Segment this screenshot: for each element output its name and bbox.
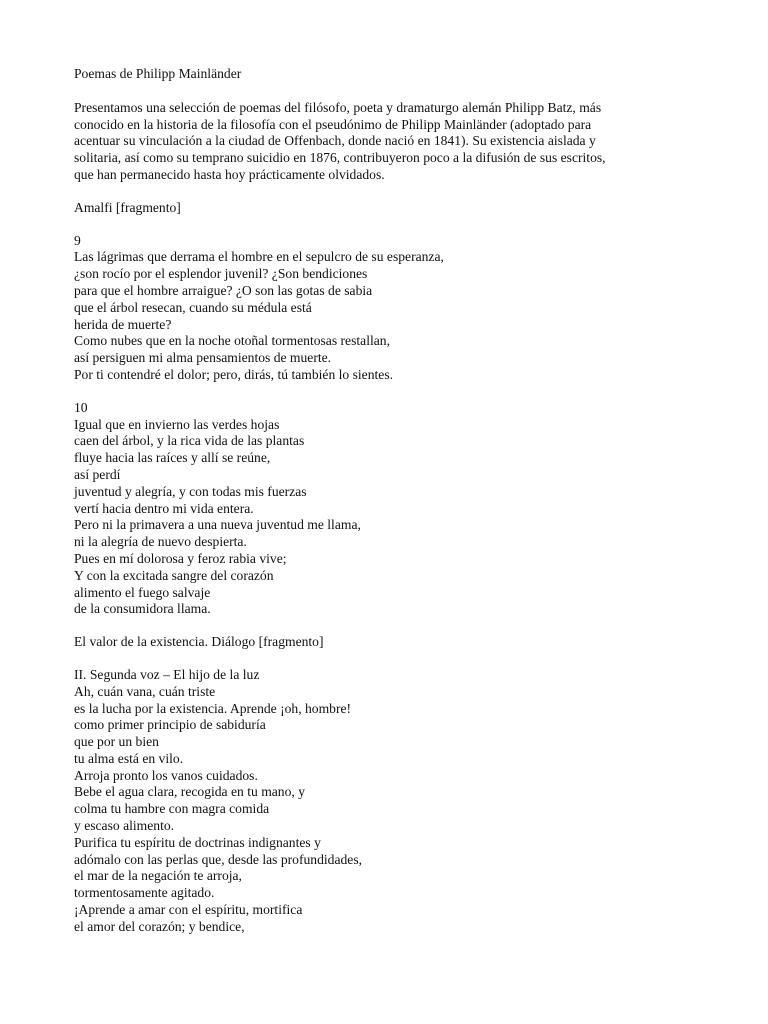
poem-line: Pero ni la primavera a una nueva juventud me llama, — [74, 517, 361, 533]
poem-line: ni la alegría de nuevo despierta. — [74, 534, 247, 550]
poem-line: herida de muerte? — [74, 316, 172, 332]
poem-line: de la consumidora llama. — [74, 601, 211, 617]
poem-line: alimento el fuego salvaje — [74, 584, 211, 600]
poem-line: el amor del corazón; y bendice, — [74, 918, 245, 934]
poem-line: Y con la excitada sangre del corazón — [74, 567, 274, 583]
poem-line: es la lucha por la existencia. Aprende ¡oh, hombre! — [74, 700, 352, 716]
intro-line: solitaria, así como su temprano suicidio en 1876, contribuyeron poco a la difusión de sus escritos, — [74, 150, 606, 166]
poem-line: para que el hombre arraigue? ¿O son las gotas de sabia — [74, 282, 373, 298]
intro-line: conocido en la historia de la filosofía con el pseudónimo de Philipp Mainländer (adoptado para — [74, 116, 592, 132]
poem-line: Igual que en invierno las verdes hojas — [74, 416, 280, 432]
poem-line: Las lágrimas que derrama el hombre en el sepulcro de su esperanza, — [74, 249, 444, 265]
stanza-number: 9 — [74, 232, 81, 248]
poem-line: Ah, cuán vana, cuán triste — [74, 683, 216, 699]
intro-line: acentuar su vinculación a la ciudad de Offenbach, donde nació en 1841). Su existencia aislada y — [74, 133, 596, 149]
poem-line: Purifica tu espíritu de doctrinas indignantes y — [74, 834, 321, 850]
stanza-second-voice — [74, 667, 714, 936]
intro-line: que han permanecido hasta hoy prácticamente olvidados. — [74, 166, 385, 182]
stanza-10 — [74, 400, 714, 618]
poem-line: como primer principio de sabiduría — [74, 717, 266, 733]
document-page — [74, 66, 714, 952]
voice-heading: II. Segunda voz – El hijo de la luz — [74, 666, 260, 682]
poem-line: así persiguen mi alma pensamientos de muerte. — [74, 350, 332, 366]
intro-line: Presentamos una selección de poemas del filósofo, poeta y dramaturgo alemán Philipp Batz, más — [74, 99, 602, 115]
poem-line: así perdí — [74, 466, 121, 482]
section-title-amalfi: Amalfi [fragmento] — [74, 199, 181, 215]
poem-line: fluye hacia las raíces y allí se reúne, — [74, 450, 271, 466]
poem-line: juventud y alegría, y con todas mis fuerzas — [74, 483, 307, 499]
poem-line: Arroja pronto los vanos cuidados. — [74, 767, 258, 783]
poem-line: Por ti contendré el dolor; pero, dirás, tú también lo sientes. — [74, 366, 394, 382]
poem-line: adómalo con las perlas que, desde las profundidades, — [74, 851, 363, 867]
poem-line: colma tu hambre con magra comida — [74, 801, 270, 817]
poem-line: que el árbol resecan, cuando su médula está — [74, 299, 312, 315]
poem-line: Bebe el agua clara, recogida en tu mano, y — [74, 784, 305, 800]
poem-line: vertí hacia dentro mi vida entera. — [74, 500, 254, 516]
poem-line: tormentosamente agitado. — [74, 885, 215, 901]
stanza-9 — [74, 233, 714, 384]
poem-line: ¡Aprende a amar con el espíritu, mortifica — [74, 902, 303, 918]
poem-line: caen del árbol, y la rica vida de las plantas — [74, 433, 305, 449]
poem-line: que por un bien — [74, 734, 159, 750]
stanza-number: 10 — [74, 399, 88, 415]
poem-line: el mar de la negación te arroja, — [74, 868, 242, 884]
intro-paragraph — [74, 100, 714, 184]
poem-line: ¿son rocío por el esplendor juvenil? ¿Son bendiciones — [74, 266, 368, 282]
poem-line: Como nubes que en la noche otoñal tormentosas restallan, — [74, 333, 390, 349]
section-title-dialogue: El valor de la existencia. Diálogo [fragmento] — [74, 634, 324, 650]
poem-line: y escaso alimento. — [74, 818, 175, 834]
poem-line: Pues en mí dolorosa y feroz rabia vive; — [74, 550, 287, 566]
poem-line: tu alma está en vilo. — [74, 750, 184, 766]
document-title: Poemas de Philipp Mainländer — [74, 66, 242, 81]
